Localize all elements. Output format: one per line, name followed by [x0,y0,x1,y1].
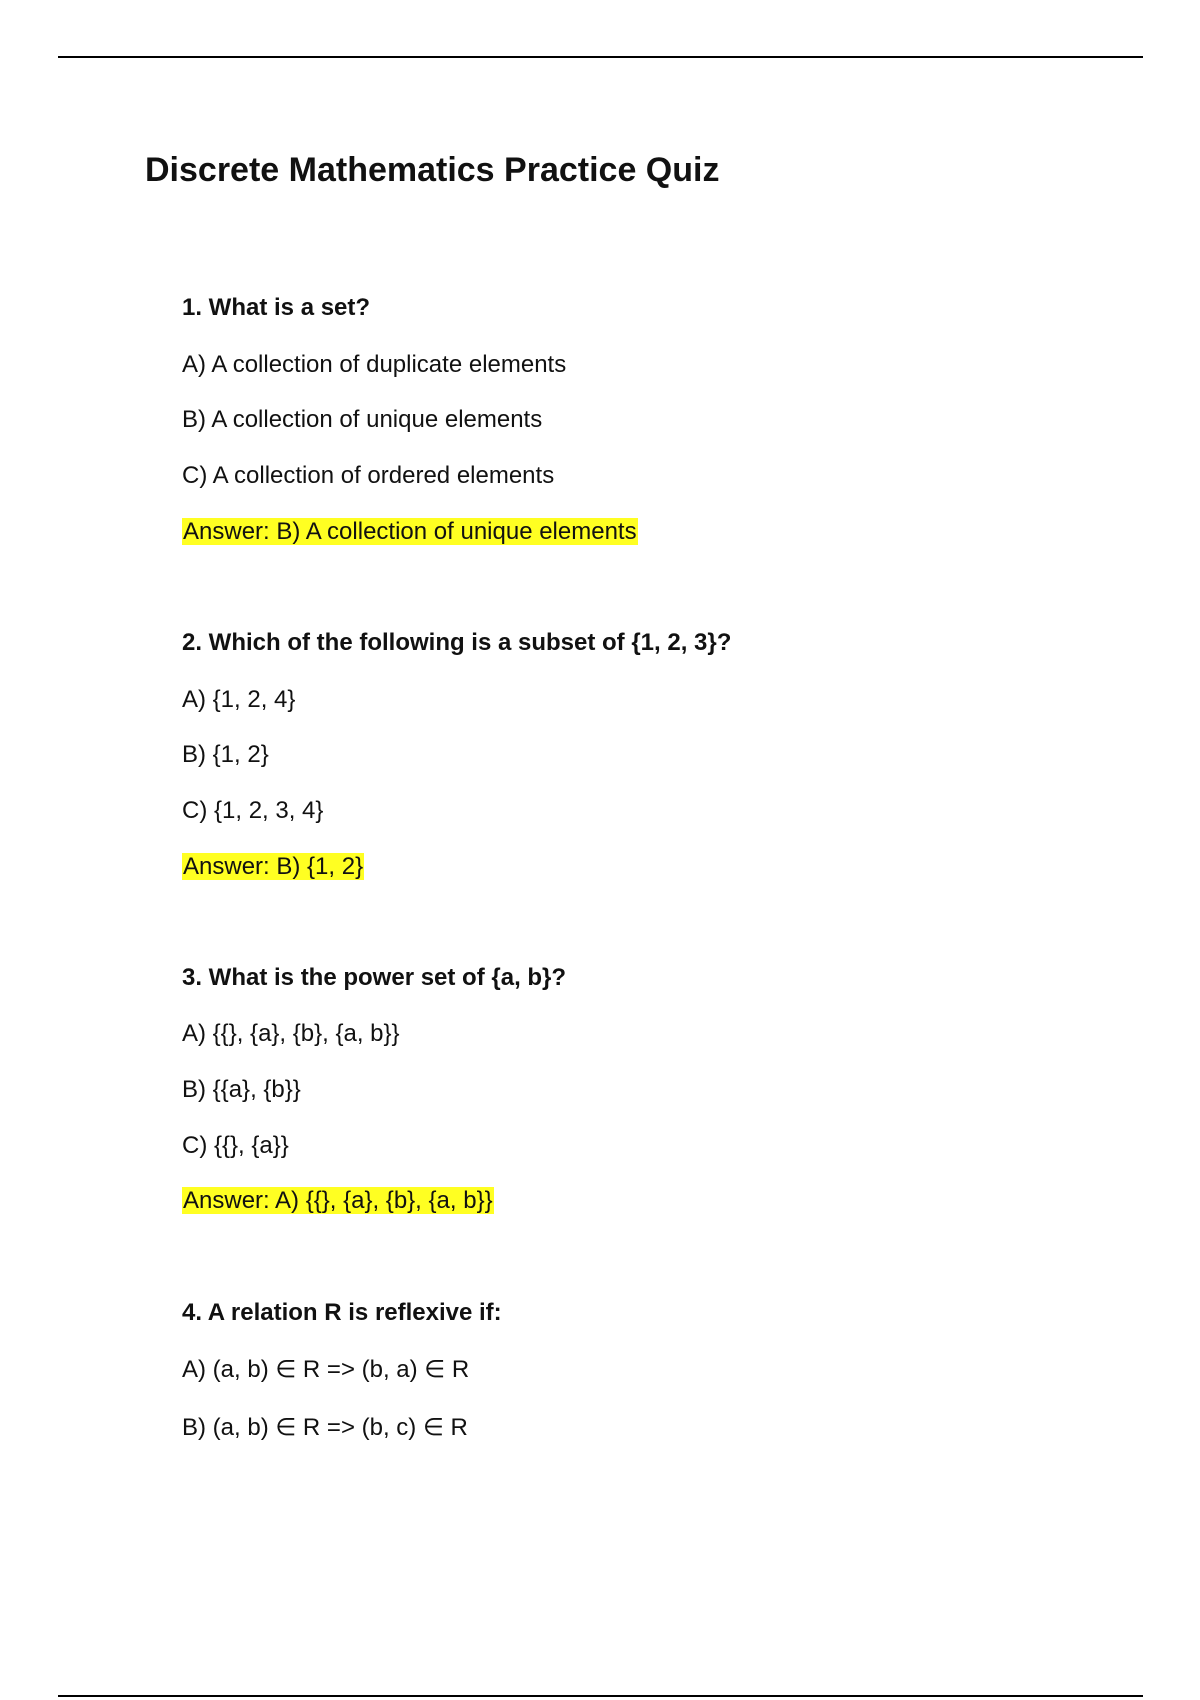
question-1-option-b: B) A collection of unique elements [182,406,543,433]
question-4-text: 4. A relation R is reflexive if: [182,1299,502,1326]
question-2-answer: Answer: B) {1, 2} [183,853,364,880]
question-3-option-c: C) {{}, {a}} [182,1132,289,1159]
page-title: Discrete Mathematics Practice Quiz [145,151,720,189]
question-1-text: 1. What is a set? [182,294,371,321]
question-1-option-a: A) A collection of duplicate elements [182,351,567,378]
question-2-option-a: A) {1, 2, 4} [182,686,296,713]
question-2-option-b: B) {1, 2} [182,741,269,768]
question-4-option-a: A) (a, b) ∈ R => (b, a) ∈ R [182,1356,470,1383]
header-rule [58,56,1143,58]
question-3-text: 3. What is the power set of {a, b}? [182,964,567,991]
question-4-option-b: B) (a, b) ∈ R => (b, c) ∈ R [182,1414,468,1441]
question-3-option-b: B) {{a}, {b}} [182,1076,301,1103]
question-2-option-c: C) {1, 2, 3, 4} [182,797,324,824]
question-2-text: 2. Which of the following is a subset of {1, 2, 3}? [182,629,732,656]
question-1-answer: Answer: B) A collection of unique elements [183,518,637,545]
question-3-option-a: A) {{}, {a}, {b}, {a, b}} [182,1020,400,1047]
question-1-option-c: C) A collection of ordered elements [182,462,555,489]
footer-rule [58,1695,1143,1697]
question-3-answer: Answer: A) {{}, {a}, {b}, {a, b}} [183,1187,493,1214]
